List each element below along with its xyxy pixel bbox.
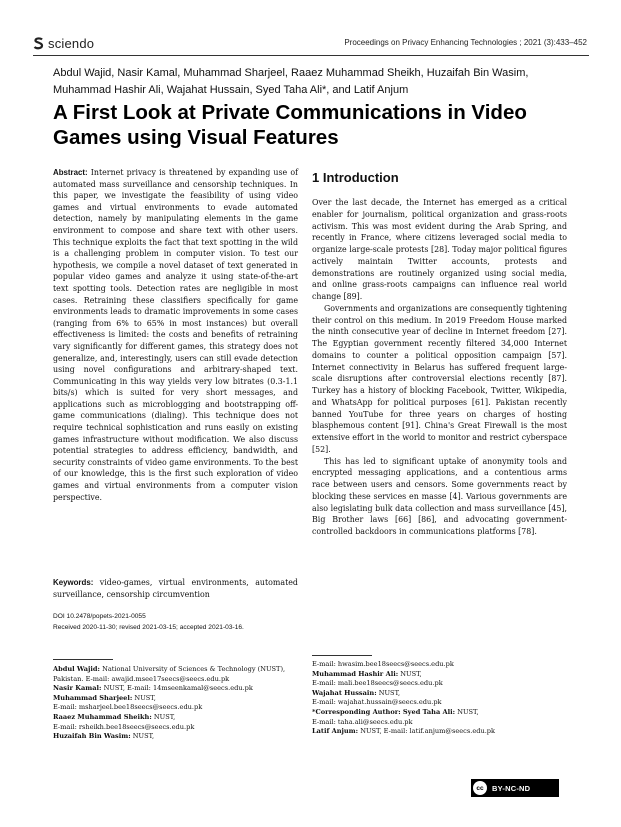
footnote-line: Raaez Muhammad Sheikh: NUST, <box>53 712 176 721</box>
header-rule <box>33 55 589 56</box>
license-text: BY-NC-ND <box>492 783 531 793</box>
paper-title: A First Look at Private Communications in Video Games using Visual Features <box>53 101 527 149</box>
creative-commons-icon: cc <box>473 781 487 795</box>
footnote-line: E-mail: msharjeel.bee18seecs@seecs.edu.pk <box>53 703 203 712</box>
introduction-body <box>312 197 567 538</box>
footnote-line: Muhammad Hashir Ali: NUST, <box>312 669 422 678</box>
keywords-label: Keywords: <box>53 578 94 587</box>
sciendo-logo-icon <box>33 37 44 50</box>
doi: DOI 10.2478/popets-2021-0055 <box>53 613 146 620</box>
received-dates: Received 2020-11-30; revised 2021-03-15; accepted 2021-03-16. <box>53 623 244 631</box>
footnote-line: Abdul Wajid: National University of Sciences & Technology (NUST), Pakistan. E-mail: awajid.msee17seecs@seecs.edu.pk <box>53 665 286 683</box>
footnote-line: Huzaifah Bin Wasim: NUST, <box>53 732 155 741</box>
abstract-text: Internet privacy is threatened by expanding use of automated mass surveillance and censorship techniques. In this paper, we investigate the feasibility of using video games and virtual environments to evade automated detection, namely by manipulating elements in the game environment to compose and share text with other users. This technique exploits the fact that text spotting in the wild is a challenging problem in computer vision. To test our hypothesis, we compile a novel dataset of text generated in popular video games and analyze it using state-of-the-art text spotting tools. Detection rates are negligible in most cases. Retraining these classifiers specifically for game environments leads to dramatic improvements in some cases (ranging from 6% to 65% in most instances) but overall effectiveness is limited: the costs and benefits of retraining vary significantly for different games, this strategy does not generalize, and, interestingly, users can still evade detection using novel configurations and arbitrary-shaped text. Communicating in this way yields very low bitrates (0.3-1.1 bits/s) which is suited for very short messages, and applications such as microblogging and bootstrapping off-game communications (dialing). This technique does not require technical sophistication and runs easily on existing games infrastructure without modification. We also discuss potential strategies to address efficiency, bandwidth, and security constraints of video game environments. To the best of our knowledge, this is the first such exploration of video games and virtual environments from a computer vision perspective. <box>53 168 298 502</box>
author-list: Abdul Wajid, Nasir Kamal, Muhammad Sharjeel, Raaez Muhammad Sheikh, Huzaifah Bin Wasim, Muhammad Hashir Ali, Wajahat Hussain, Syed Taha Ali*, and Latif Anjum <box>53 67 529 96</box>
footnote-line: E-mail: wajahat.hussain@seecs.edu.pk <box>312 698 442 707</box>
footnote-line: *Corresponding Author: Syed Taha Ali: NUST, <box>312 707 479 716</box>
footnote-line: E-mail: hwasim.bee18seecs@seecs.edu.pk <box>312 660 454 668</box>
footnote-line: E-mail: taha.ali@seecs.edu.pk <box>312 717 413 726</box>
publisher-name: sciendo <box>48 36 95 51</box>
license-badge[interactable] <box>471 779 559 797</box>
footnote-rule <box>53 659 113 660</box>
footnote-line: Wajahat Hussain: NUST, <box>312 688 401 697</box>
abstract <box>53 167 298 503</box>
footnote-line: E-mail: mali.bee18seecs@seecs.edu.pk <box>312 679 443 688</box>
journal-citation: Proceedings on Privacy Enhancing Technologies ; 2021 (3):433–452 <box>344 38 587 47</box>
footnote-line: E-mail: rsheikh.bee18seecs@seecs.edu.pk <box>53 722 195 731</box>
intro-paragraph: Over the last decade, the Internet has emerged as a critical enabler for journalism, political organization and grass-roots activism. This was most evident during the Arab Spring, and recently in France, where citizens leveraged social media to organize large-scale protests [28]. Today major political figures actively maintain Twitter accounts, protests and demonstrations are routinely organized using social media, and online grass-roots campaigns can influence real world change [89]. <box>312 198 567 301</box>
keywords-text: video-games, virtual environments, automated surveillance, censorship circumvention <box>53 578 298 599</box>
author-affiliations-left <box>53 665 303 742</box>
section-heading: 1 Introduction <box>312 170 399 185</box>
intro-paragraph: Governments and organizations are consequently tightening their control on this medium. In 2019 Freedom House marked the ninth consecutive year of decline in Internet freedom [27]. The Egyptian government recently filtered 34,000 Internet domains to counter a political opposition campaign [57]. Internet connectivity in Belarus has suffered frequent large-scale disruptions after controversial elections recently [87]. Turkey has a history of blocking Facebook, Twitter, Wikipedia, and WhatsApp for political purposes [61]. Pakistan recently banned YouTube for three years on charges of hosting blasphemous content [91]. China's Great Firewall is the most extensive effort in the world to monitor and restrict cyberspace [52]. <box>312 303 567 454</box>
intro-paragraph: This has led to significant uptake of anonymity tools and encrypted messaging applications, and a contentious arms race between users and censors. Some governments react by blocking these services en masse [4]. Various governments are also legislating bulk data collection and mass surveillance [45], Big Brother laws [66] [86], and advocating government-controlled backdoors in communications platforms [78]. <box>312 456 567 536</box>
abstract-label: Abstract: <box>53 168 88 177</box>
footnote-rule <box>312 655 372 656</box>
publication-info <box>53 612 303 633</box>
footnote-line: Muhammad Sharjeel: NUST, <box>53 693 156 702</box>
author-affiliations-right <box>312 660 572 737</box>
publisher-logo <box>33 36 94 51</box>
keywords <box>53 577 298 600</box>
footnote-line: Nasir Kamal: NUST, E-mail: 14mseenkamal@seecs.edu.pk <box>53 684 253 693</box>
footnote-line: Latif Anjum: NUST, E-mail: latif.anjum@seecs.edu.pk <box>312 727 496 736</box>
